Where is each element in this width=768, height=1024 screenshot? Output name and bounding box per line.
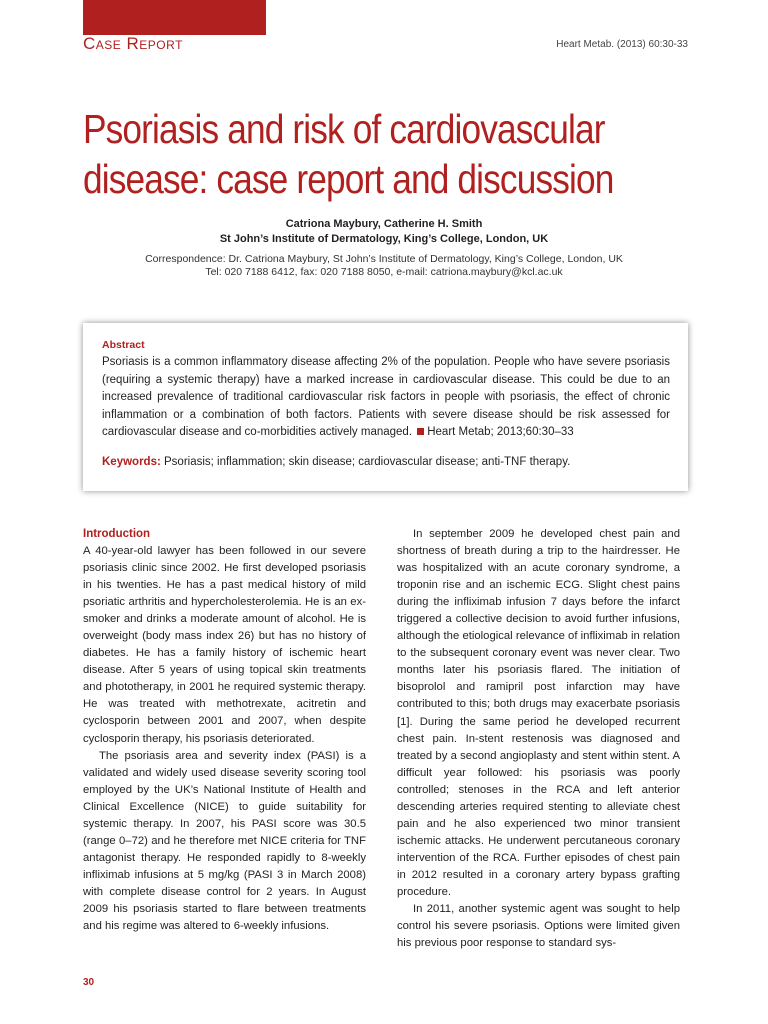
keywords-list: Psoriasis; inflammation; skin disease; cardiovascular disease; anti-TNF therapy. <box>164 455 571 468</box>
correspondence-contact: Tel: 020 7188 6412, fax: 020 7188 8050, e-mail: catriona.maybury@kcl.ac.uk <box>205 266 563 278</box>
section-label: Case Report <box>83 34 183 53</box>
title-line-1: Psoriasis and risk of cardiovascular <box>83 106 605 152</box>
abstract-box <box>83 323 688 491</box>
left-paragraph-1: A 40-year-old lawyer has been followed in our severe psoriasis clinic since 2002. He first developed psoriasis in his twenties. He has a past medical history of mild psoriatic arthritis and hypercholesterolemia. He is an ex-smoker and drinks a moderate amount of alcohol. He is overweight (body mass index 26) but has no history of diabetes. He has a family history of ischemic heart disease. After 5 years of using topical skin treatments and phototherapy, in 2001 he required systemic therapy. He was treated with methotrexate, acitretin and cyclosporin between 2001 and 2007, when despite cyclosporin therapy, his psoriasis deteriorated. <box>83 545 366 745</box>
left-column <box>83 526 366 935</box>
author-names: Catriona Maybury, Catherine H. Smith <box>285 218 483 230</box>
right-paragraph-2: In 2011, another systemic agent was sought to help control his severe psoriasis. Options were limited given his previous poor response to standard sys- <box>397 903 680 950</box>
header-color-band <box>83 0 266 35</box>
keywords-label: Keywords: <box>102 455 161 468</box>
abstract-heading: Abstract <box>102 339 145 351</box>
end-square-icon <box>417 428 424 435</box>
author-affiliation: St John’s Institute of Dermatology, King’s College, London, UK <box>219 233 549 245</box>
abstract-citation: Heart Metab; 2013;60:30–33 <box>427 426 574 438</box>
abstract-body: Psoriasis is a common inflammatory disease affecting 2% of the population. People who have severe psoriasis (requiring a systemic therapy) have a marked increase in cardiovascular disease. This could be due to an increased prevalence of traditional cardiovascular risk factors in people with psoriasis, the effect of chronic inflammation or a combination of both factors. Patients with severe disease should be risk assessed for cardiovascular disease and co-morbidities actively managed. <box>102 356 670 438</box>
keywords-line <box>102 455 670 470</box>
right-column <box>397 526 680 952</box>
correspondence-block <box>0 253 768 279</box>
article-title <box>83 104 616 204</box>
author-block <box>0 217 768 247</box>
abstract-text <box>102 354 670 442</box>
introduction-heading: Introduction <box>83 528 151 540</box>
left-paragraph-2: The psoriasis area and severity index (PASI) is a validated and widely used disease severity scoring tool employed by the UK’s National Institute of Health and Clinical Excellence (NICE) to guide suitability for systemic therapy. In 2007, his PASI score was 30.5 (range 0–72) and he therefore met NICE criteria for TNF antagonist therapy. He responded rapidly to 8-weekly infliximab infusions at 5 mg/kg (PASI 3 in March 2008) with complete disease control for 2 years. In August 2009 his psoriasis started to flare between treatments and his regime was altered to 6-weekly infusions. <box>83 749 366 933</box>
title-line-2: disease: case report and discussion <box>83 156 614 202</box>
journal-reference: Heart Metab. (2013) 60:30-33 <box>556 39 688 50</box>
right-paragraph-1: In september 2009 he developed chest pain and shortness of breath during a trip to the hairdresser. He was hospitalized with an acute coronary syndrome, a troponin rise and an ischemic ECG. Slight chest pains during the infliximab infusion 7 days before the infarct triggered a collective decision to avoid further infusions, although the etiological relevance of infliximab in relation to the subsequent coronary event was never clear. Two months later his psoriasis flared. The initiation of bisoprolol and ramipril post infarction may have contributed to this; both drugs may exacerbate psoriasis [1]. During the same period he developed recurrent chest pain. In-stent restenosis was diagnosed and treated by a second angioplasty and stent within stent. A difficult year followed: his psoriasis was poorly controlled; stenoses in the RCA and left anterior descending arteries required stenting to alleviate chest pain and he also experienced two minor transient ischemic attacks. He underwent percutaneous coronary intervention of the RCA. Further episodes of chest pain in 2012 resulted in a coronary artery bypass grafting procedure. <box>397 528 680 898</box>
correspondence-address: Correspondence: Dr. Catriona Maybury, St John’s Institute of Dermatology, King’s College, London, UK <box>145 253 623 265</box>
page-number: 30 <box>83 977 95 988</box>
